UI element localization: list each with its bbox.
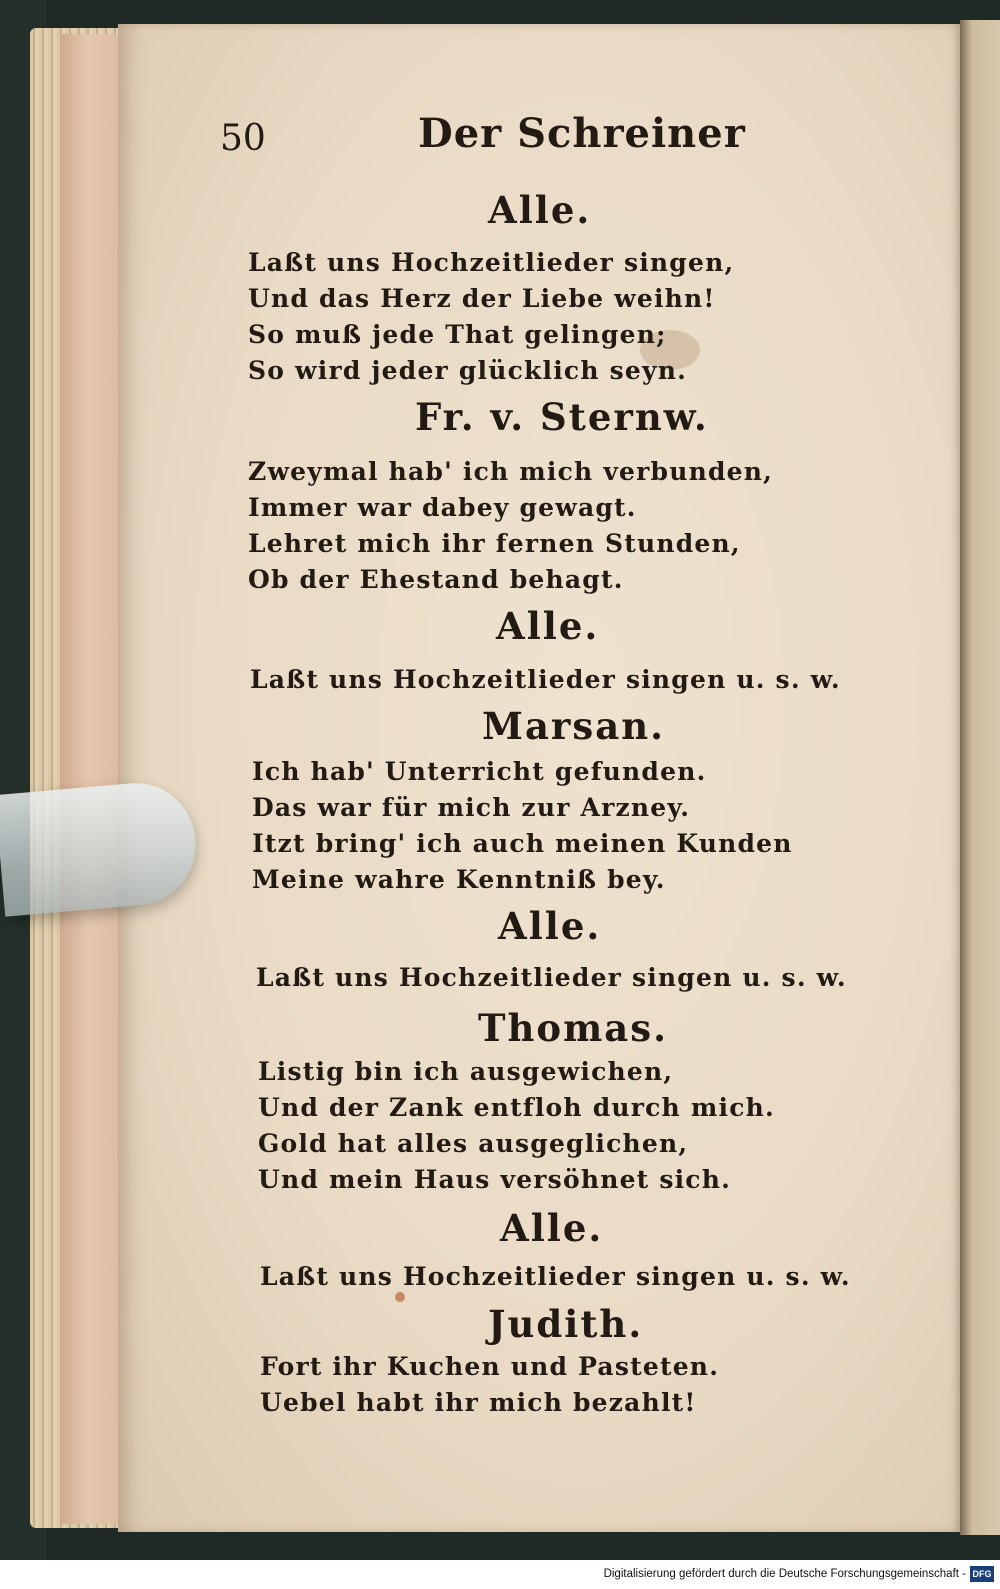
verse-line: Und mein Haus versöhnet sich.: [258, 1165, 732, 1194]
verse-line: Listig bin ich ausgewichen,: [258, 1057, 674, 1086]
verse-line: Laßt uns Hochzeitlieder singen u. s. w.: [260, 1262, 851, 1291]
facing-page-edge: [960, 20, 1000, 1535]
verse-line: Immer war dabey gewagt.: [248, 493, 637, 522]
verse-line: So wird jeder glücklich seyn.: [248, 356, 687, 385]
speaker-name: Alle.: [498, 904, 602, 948]
verse-line: Laßt uns Hochzeitlieder singen u. s. w.: [256, 963, 847, 992]
speaker-name: Marsan.: [482, 704, 666, 748]
verse-line: Zweymal hab' ich mich verbunden,: [248, 457, 774, 486]
running-head: Der Schreiner: [418, 110, 746, 157]
verse-line: Ich hab' Unterricht gefunden.: [252, 757, 707, 786]
paper-stain: [395, 1292, 405, 1302]
verse-line: Laßt uns Hochzeitlieder singen,: [248, 248, 735, 277]
verse-line: Und das Herz der Liebe weihn!: [248, 284, 716, 313]
verse-line: Laßt uns Hochzeitlieder singen u. s. w.: [250, 665, 841, 694]
verse-line: Uebel habt ihr mich bezahlt!: [260, 1388, 697, 1417]
verse-line: Und der Zank entfloh durch mich.: [258, 1093, 775, 1122]
verse-line: Fort ihr Kuchen und Pasteten.: [260, 1352, 720, 1381]
dfg-logo: DFG: [970, 1566, 994, 1582]
verse-line: Das war für mich zur Arzney.: [252, 793, 691, 822]
page-number: 50: [220, 118, 266, 159]
verse-line: So muß jede That gelingen;: [248, 320, 667, 349]
speaker-name: Alle.: [496, 604, 600, 648]
verse-line: Meine wahre Kenntniß bey.: [252, 865, 666, 894]
verse-line: Itzt bring' ich auch meinen Kunden: [252, 829, 793, 858]
speaker-name: Alle.: [500, 1206, 604, 1250]
speaker-name: Alle.: [488, 188, 592, 232]
speaker-name: Judith.: [488, 1302, 644, 1346]
speaker-name: Fr. v. Sternw.: [415, 395, 709, 439]
verse-line: Ob der Ehestand behagt.: [248, 565, 624, 594]
verse-line: Lehret mich ihr fernen Stunden,: [248, 529, 741, 558]
digitization-credit: Digitalisierung gefördert durch die Deutsche Forschungsgemeinschaft -: [603, 1568, 966, 1580]
speaker-name: Thomas.: [478, 1006, 668, 1050]
verse-line: Gold hat alles ausgeglichen,: [258, 1129, 689, 1158]
